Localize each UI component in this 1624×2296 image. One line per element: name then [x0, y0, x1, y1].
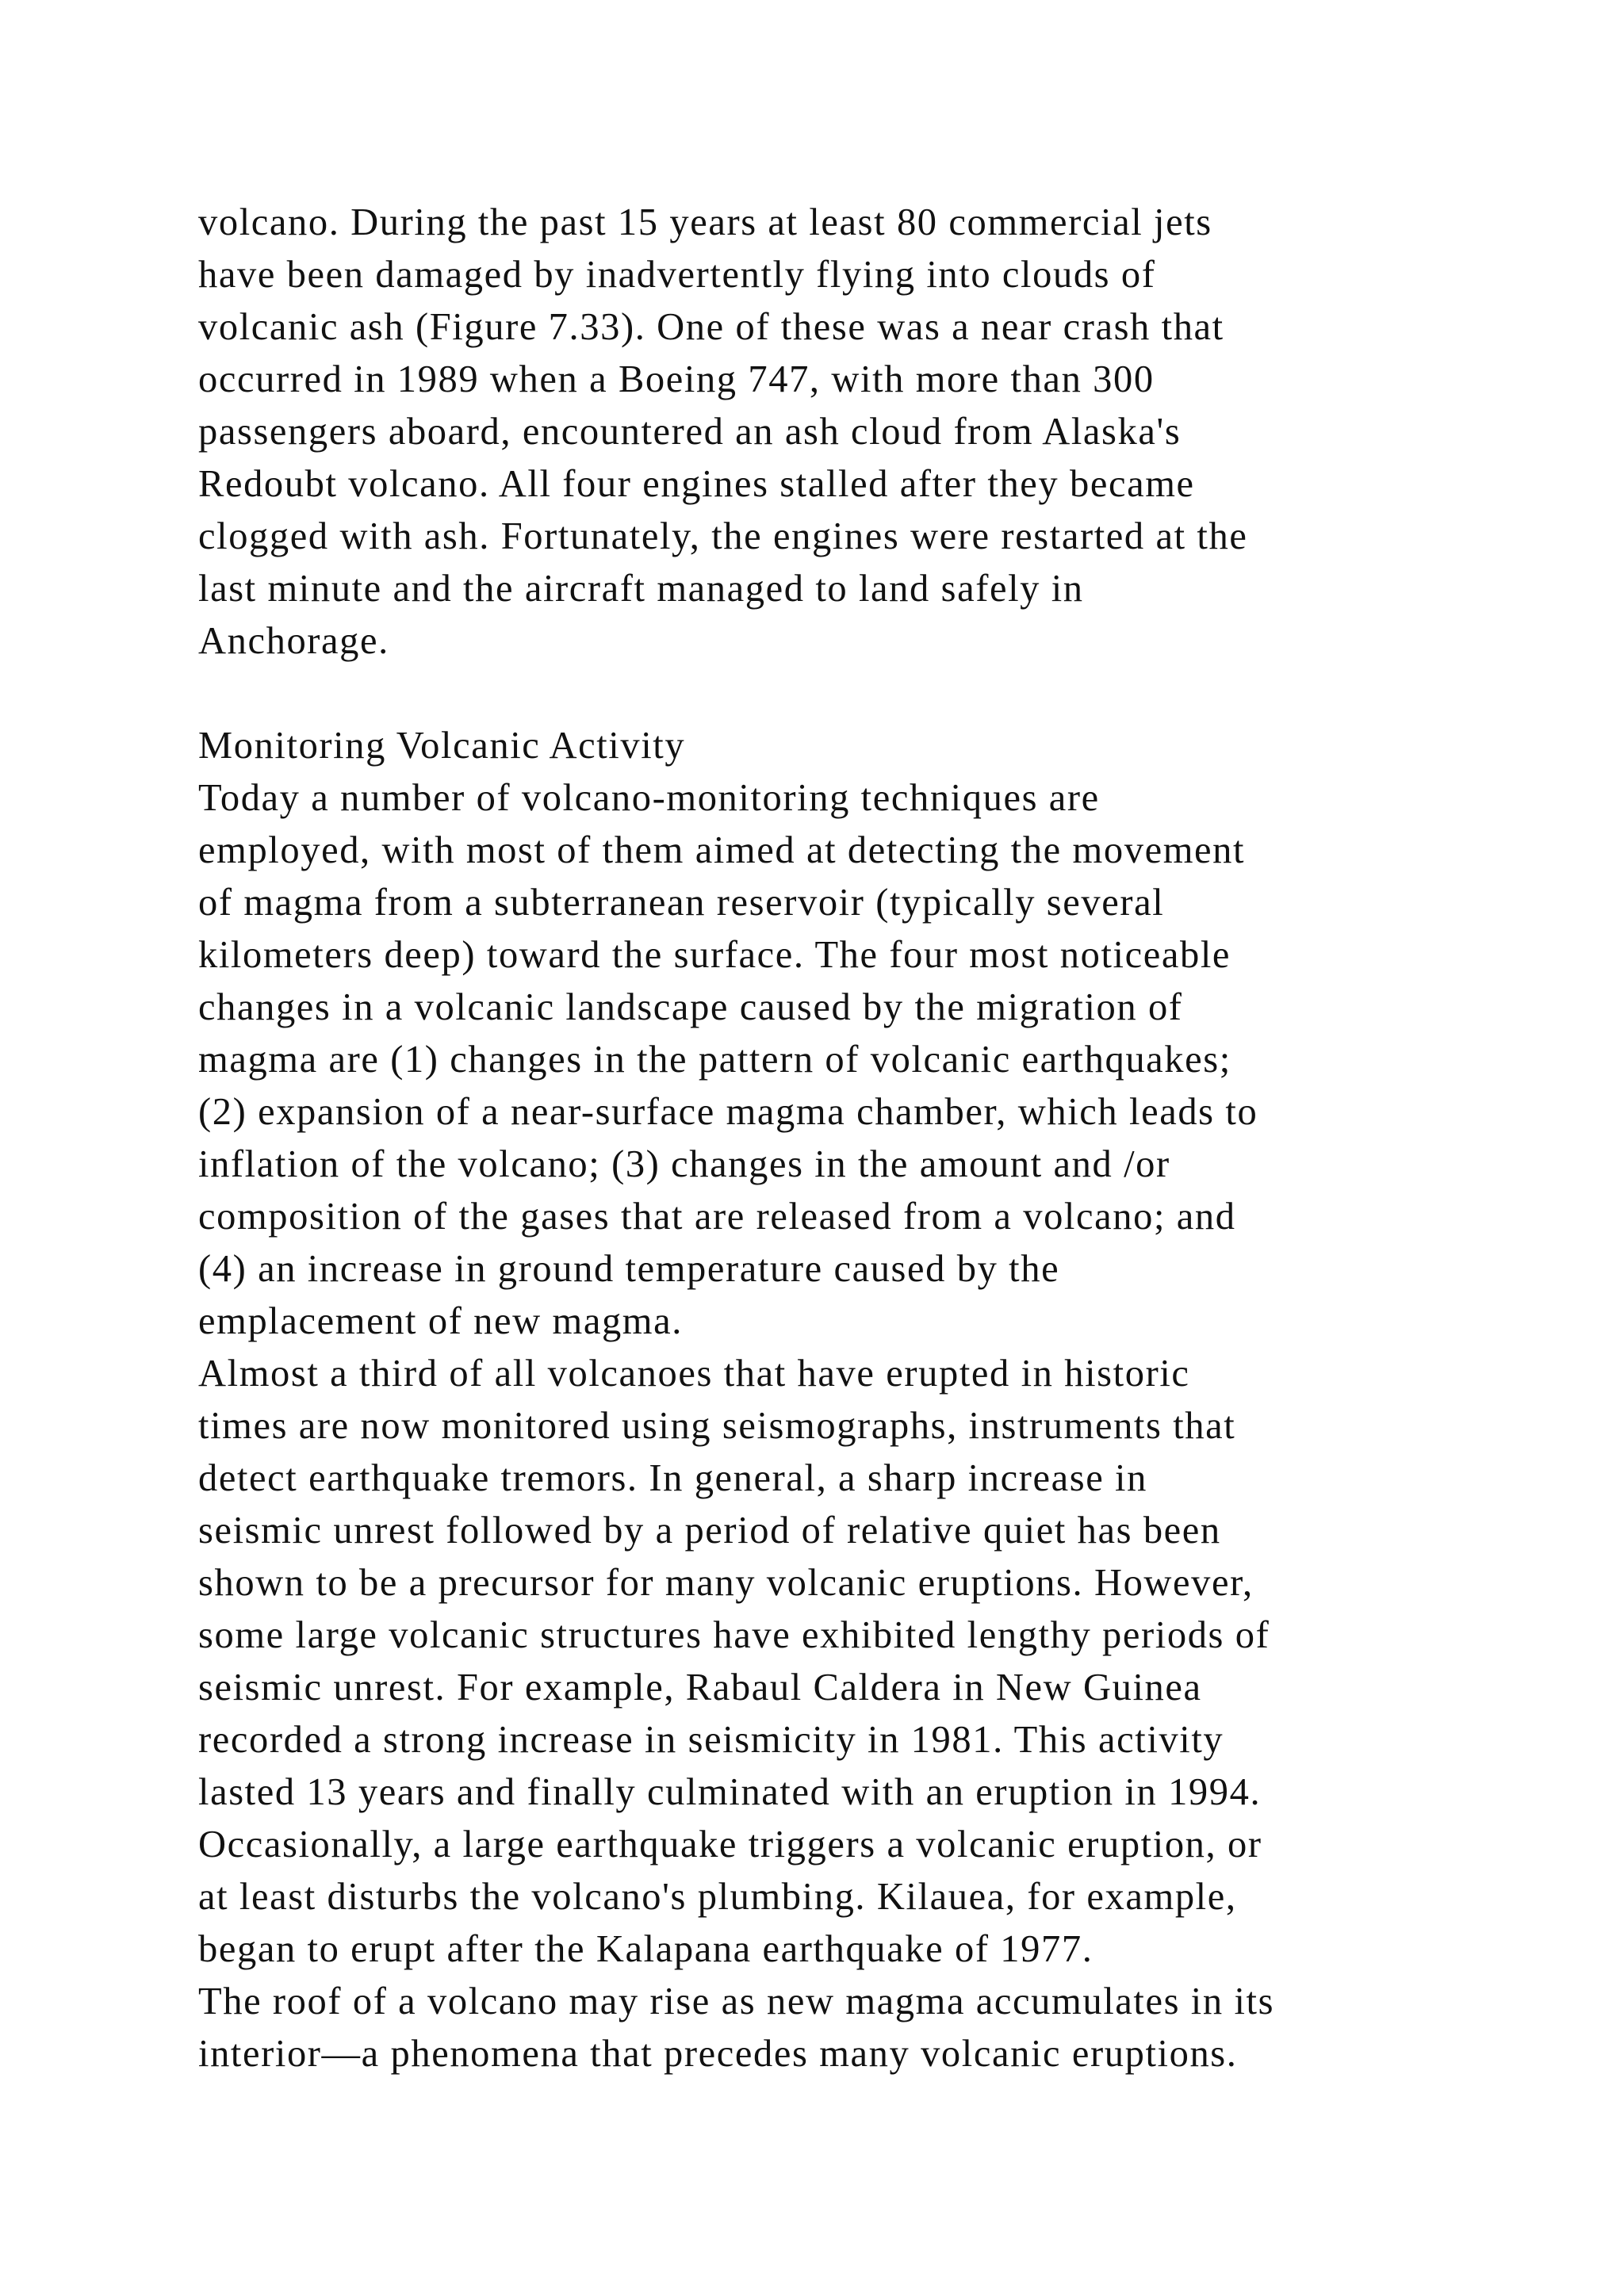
text-line: last minute and the aircraft managed to land safely in — [198, 568, 1084, 610]
text-line: recorded a strong increase in seismicity in 1981. This activity — [198, 1719, 1224, 1761]
text-line: seismic unrest followed by a period of relative quiet has been — [198, 1510, 1221, 1552]
text-line: changes in a volcanic landscape caused by the migration of — [198, 986, 1183, 1028]
text-line: at least disturbs the volcano's plumbing. Kilauea, for example, — [198, 1876, 1237, 1918]
text-line: of magma from a subterranean reservoir (typically several — [198, 882, 1165, 924]
text-line: seismic unrest. For example, Rabaul Caldera in New Guinea — [198, 1667, 1202, 1709]
text-line: occurred in 1989 when a Boeing 747, with more than 300 — [198, 358, 1155, 400]
text-line: Anchorage. — [198, 620, 389, 662]
text-line: passengers aboard, encountered an ash cloud from Alaska's — [198, 411, 1182, 453]
text-line: began to erupt after the Kalapana earthquake of 1977. — [198, 1928, 1094, 1970]
text-line: employed, with most of them aimed at detecting the movement — [198, 829, 1246, 871]
text-line: composition of the gases that are released from a volcano; and — [198, 1196, 1236, 1238]
paragraph-monitoring-techniques — [198, 772, 1499, 1348]
text-line: shown to be a precursor for many volcanic eruptions. However, — [198, 1562, 1254, 1604]
text-line: times are now monitored using seismographs, instruments that — [198, 1405, 1236, 1447]
paragraph-seismographs — [198, 1348, 1499, 1976]
text-line: kilometers deep) toward the surface. The four most noticeable — [198, 934, 1231, 976]
text-line: interior—a phenomena that precedes many volcanic eruptions. — [198, 2033, 1238, 2075]
text-line: volcano. During the past 15 years at least 80 commercial jets — [198, 201, 1212, 243]
section-heading: Monitoring Volcanic Activity — [198, 725, 686, 767]
text-line: volcanic ash (Figure 7.33). One of these was a near crash that — [198, 306, 1224, 348]
text-line: Today a number of volcano-monitoring techniques are — [198, 777, 1100, 819]
text-line: some large volcanic structures have exhibited lengthy periods of — [198, 1614, 1270, 1656]
text-line: have been damaged by inadvertently flying into clouds of — [198, 254, 1156, 296]
text-line: Almost a third of all volcanoes that have erupted in historic — [198, 1353, 1190, 1395]
text-line: Redoubt volcano. All four engines stalled after they became — [198, 463, 1195, 505]
paragraph-ash-hazard — [198, 197, 1499, 668]
text-line: lasted 13 years and finally culminated with an eruption in 1994. — [198, 1771, 1262, 1813]
text-line: Occasionally, a large earthquake triggers a volcanic eruption, or — [198, 1823, 1262, 1866]
text-line: clogged with ash. Fortunately, the engines were restarted at the — [198, 515, 1248, 557]
paragraph-spacer — [198, 668, 1499, 720]
text-line: magma are (1) changes in the pattern of volcanic earthquakes; — [198, 1039, 1231, 1081]
text-line: inflation of the volcano; (3) changes in the amount and /or — [198, 1143, 1170, 1185]
text-line: (2) expansion of a near-surface magma chamber, which leads to — [198, 1091, 1258, 1133]
document-body — [198, 197, 1499, 2080]
text-line: (4) an increase in ground temperature caused by the — [198, 1248, 1060, 1290]
text-line: The roof of a volcano may rise as new magma accumulates in its — [198, 1980, 1275, 2022]
text-line: emplacement of new magma. — [198, 1300, 683, 1342]
paragraph-inflation — [198, 1976, 1499, 2080]
text-line: detect earthquake tremors. In general, a sharp increase in — [198, 1457, 1147, 1499]
